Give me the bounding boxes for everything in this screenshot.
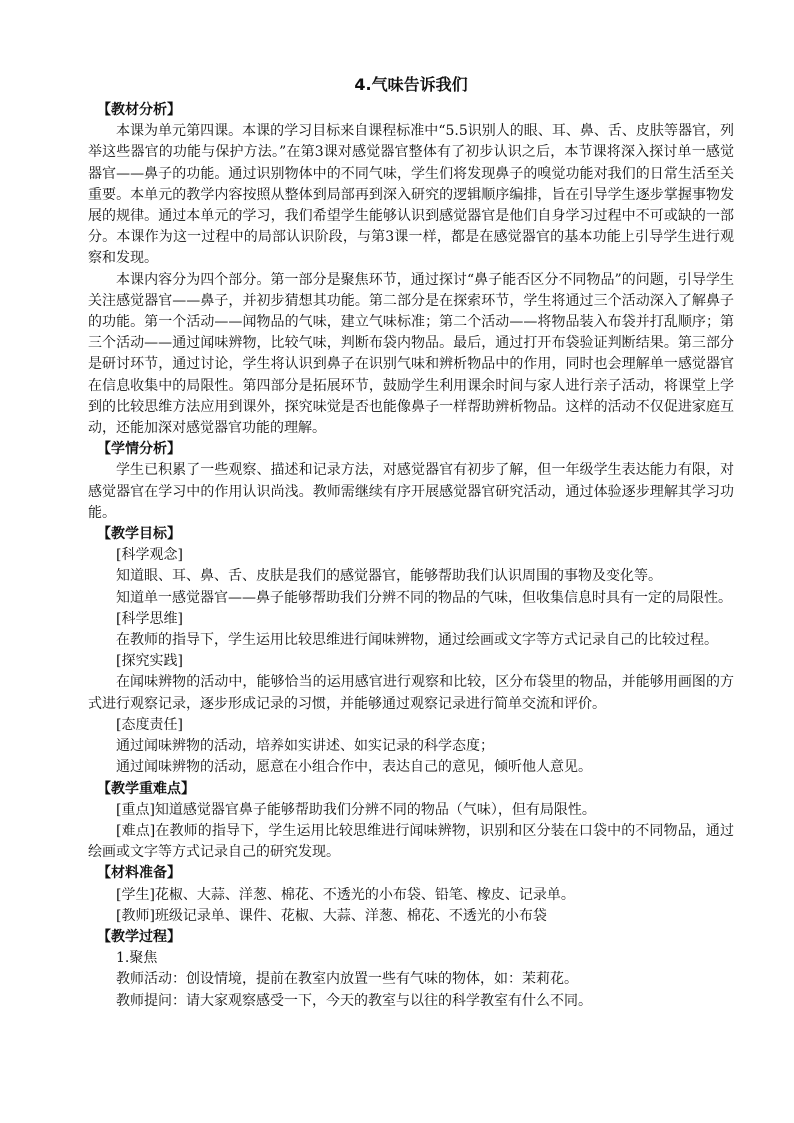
page-title: 4.气味告诉我们 [354,75,468,94]
section-heading-teaching-goals: 【教学目标】 [97,526,181,543]
paragraph: 在闻味辨物的活动中，能够恰当的运用感官进行观察和比较，区分布袋里的物品，并能够用画图的方式进行观察记录，逐步形成记录的习惯，并能够通过观察记录进行简单交流和评价。 [88,674,734,712]
section-heading-key-difficult-points: 【教学重难点】 [97,780,195,797]
subheading-science-thinking: [科学思维] [116,610,183,627]
paragraph: 通过闻味辨物的活动，培养如实讲述、如实记录的科学态度； [116,738,494,755]
paragraph: 本课内容分为四个部分。第一部分是聚焦环节，通过探讨“鼻子能否区分不同物品”的问题，引导学生关注感觉器官——鼻子，并初步猜想其功能。第二部分是在探索环节，学生将通过三个活动深入了解鼻子的功能。第一个活动——闻物品的气味，建立气味标准；第二个活动——将物品装入布袋并打乱顺序；第三个活动——通过闻味辨物，比较气味，判断布袋内物品。最后，通过打开布袋验证判断结果。第三部分是研讨环节，通过讨论，学生将认识到鼻子在识别气味和辨析物品中的作用，同时也会理解单一感觉器官在信息收集中的局限性。第四部分是拓展环节，鼓励学生利用课余时间与家人进行亲子活动，将课堂上学到的比较思维方法应用到课外，探究味觉是否也能像鼻子一样帮助辨析物品。这样的活动不仅促进家庭互动，还能加深对感觉器官功能的理解。 [88,271,734,437]
paragraph-teacher-materials: [教师]班级记录单、课件、花椒、大蒜、洋葱、棉花、不透光的小布袋 [116,907,547,924]
subheading-science-concept: [科学观念] [116,547,183,564]
paragraph: 本课为单元第四课。本课的学习目标来自课程标准中“5.5识别人的眼、耳、鼻、舌、皮肤等器官，列举这些器官的功能与保护方法。”在第3课对感觉器官整体有了初步认识之后，本节课将深入探讨单一感觉器官——鼻子的功能。通过识别物体中的不同气味，学生们将发现鼻子的嗅觉功能对我们的日常生活至关重要。本单元的教学内容按照从整体到局部再到深入研究的逻辑顺序编排，旨在引导学生逐步掌握事物发展的规律。通过本单元的学习，我们希望学生能够认识到感觉器官是他们自身学习过程中不可或缺的一部分。本课作为这一过程中的局部认识阶段，与第3课一样，都是在感觉器官的基本功能上引导学生进行观察和发现。 [88,123,734,267]
section-heading-learner-analysis: 【学情分析】 [97,441,181,458]
subheading-inquiry-practice: [探究实践] [116,653,183,670]
paragraph: 通过闻味辨物的活动，愿意在小组合作中，表达自己的意见，倾听他人意见。 [116,759,592,776]
paragraph: 学生已积累了一些观察、描述和记录方法，对感觉器官有初步了解，但一年级学生表达能力有限，对感觉器官在学习中的作用认识尚浅。教师需继续有序开展感觉器官研究活动，通过体验逐步理解其学习功能。 [88,462,734,521]
paragraph: 在教师的指导下，学生运用比较思维进行闻味辨物，通过绘画或文字等方式记录自己的比较过程。 [116,632,718,649]
step-heading-focus: 1.聚焦 [116,950,158,967]
paragraph-difficult-point: [难点]在教师的指导下，学生运用比较思维进行闻味辨物，识别和区分装在口袋中的不同物品，通过绘画或文字等方式记录自己的研究发现。 [88,822,734,861]
section-heading-textbook-analysis: 【教材分析】 [97,102,181,118]
section-heading-materials: 【材料准备】 [97,865,181,882]
paragraph-student-materials: [学生]花椒、大蒜、洋葱、棉花、不透光的小布袋、铅笔、橡皮、记录单。 [116,886,575,903]
paragraph-teacher-question: 教师提问：请大家观察感受一下，今天的教室与以往的科学教室有什么不同。 [116,992,592,1009]
paragraph: 知道眼、耳、鼻、舌、皮肤是我们的感觉器官，能够帮助我们认识周围的事物及变化等。 [116,568,662,585]
paragraph-teacher-activity: 教师活动：创设情境，提前在教室内放置一些有气味的物体，如：茉莉花。 [116,971,578,988]
paragraph-key-point: [重点]知道感觉器官鼻子能够帮助我们分辨不同的物品（气味），但有局限性。 [116,801,596,818]
paragraph: 知道单一感觉器官——鼻子能够帮助我们分辨不同的物品的气味，但收集信息时具有一定的局限性。 [116,589,732,606]
subheading-attitude-responsibility: [态度责任] [116,716,183,733]
section-heading-teaching-process: 【教学过程】 [97,928,181,945]
